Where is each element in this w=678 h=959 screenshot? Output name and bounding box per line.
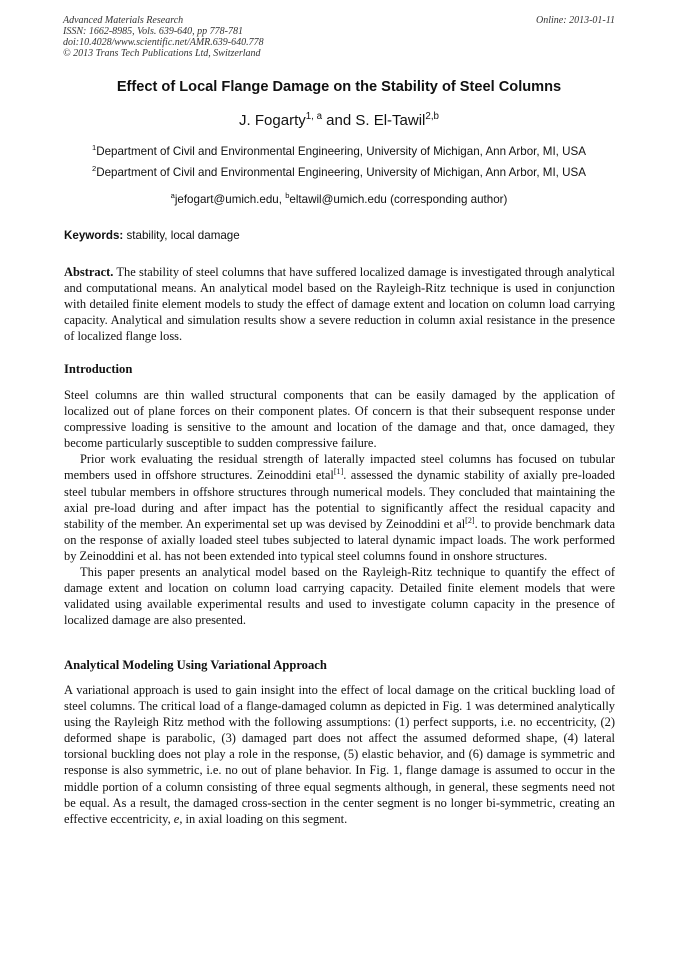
affiliation-1-text: Department of Civil and Environmental Engineering, University of Michigan, Ann Arbor, MI, USA [96, 145, 586, 158]
analytical-paragraph-1 [64, 682, 615, 827]
affiliation-2-text: Department of Civil and Environmental Engineering, University of Michigan, Ann Arbor, MI, USA [96, 166, 586, 179]
affiliation-2 [0, 166, 678, 179]
abstract-text: The stability of steel columns that have suffered localized damage is investigated through analytical and computational means. An analytical model based on the Rayleigh-Ritz technique is used in conjunction with detailed finite element models to study the effect of damage extent and location on column load carrying capacity. Analytical and simulation results show a severe reduction in column axial resistance in the presence of localized flange loss. [64, 265, 615, 344]
intro-p2-part-a: Prior work evaluating the residual strength of laterally impacted steel columns has focused on tubular members used in offshore structures. Zeinoddini etal [64, 452, 615, 483]
keywords-label: Keywords: [64, 229, 124, 242]
intro-paragraph-3: This paper presents an analytical model based on the Rayleigh-Ritz technique to quantify the effect of damage extent and location on column load carrying capacity. Detailed finite element models that were validated using available experimental results and used to investigate column capacity in the presence of localized damage are also presented. [64, 565, 615, 628]
author-1: J. Fogarty [239, 112, 306, 129]
journal-name: Advanced Materials Research [63, 15, 184, 26]
online-date: Online: 2013-01-11 [536, 15, 615, 26]
author-2: S. El-Tawil [355, 112, 426, 129]
email-line [0, 193, 678, 206]
affiliation-2-number: 2 [92, 164, 97, 174]
journal-doi: doi:10.4028/www.scientific.net/AMR.639-640.778 [63, 37, 264, 48]
citation-2[interactable]: [2] [465, 515, 475, 525]
affiliation-1-number: 1 [92, 143, 97, 153]
journal-header [63, 15, 615, 59]
author-conjunction: and [322, 112, 356, 129]
analytical-p1-part-b: , in axial loading on this segment. [179, 811, 348, 826]
intro-p2-part-c: . to provide benchmark data on the response of axially loaded steel tubes subjected to lateral dynamic impact loads. The work performed by Zeinoddini et al. has not been extended into typical steel columns found in onshore structures. [64, 516, 615, 563]
email-a-marker: a [170, 191, 175, 201]
email-b[interactable]: eltawil@umich.edu (corresponding author) [289, 193, 508, 206]
analytical-p1-part-a: A variational approach is used to gain insight into the effect of local damage on the critical buckling load of steel columns. The critical load of a flange-damaged column as depicted in Fig. 1 was determined analytically using the Rayleigh Ritz method with the following assumptions: (1) perfect supports, i.e. no eccentricity, (2) deformed shape is parabolic, (3) damaged part does not affect the assumed deformed shape, (4) lateral torsional buckling does not play a role in the response, (5) elastic behavior, and (6) damage is symmetric and response is also symmetric, i.e. no out of plane behavior. In Fig. 1, flange damage is assumed to occur in the middle portion of a column consisting of three equal segments although, in general, these segments need not be equal. As a result, the damaged cross-section in the center segment is no longer bi-symmetric, creating an effective eccentricity, [64, 683, 615, 826]
author-line [0, 112, 678, 129]
author-2-affil: 2,b [425, 111, 439, 122]
affiliation-1 [0, 145, 678, 158]
intro-p2-part-b: . assessed the dynamic stability of axially pre-loaded steel tubular members in offshore structures through numerical models. They concluded that maintaining the axial pre-load during and after impact has the potential to significantly affect the residual capacity and stability of the member. An experimental set up was devised by Zeinoddini et al [64, 468, 615, 531]
analytical-heading: Analytical Modeling Using Variational Approach [64, 658, 327, 672]
intro-paragraph-1: Steel columns are thin walled structural components that can be easily damaged by the application of localized out of plane forces on their component plates. Of concern is that their subsequent response under compressive loading is sensitive to the amount and location of the damage and that, once damaged, they become particularly susceptible to sudden compressive failure. [64, 388, 615, 451]
analytical-body [64, 682, 615, 827]
keywords [64, 229, 240, 242]
eccentricity-symbol: e [173, 811, 180, 826]
citation-1[interactable]: [1] [333, 467, 344, 477]
abstract [64, 264, 615, 344]
paper-title: Effect of Local Flange Damage on the Stability of Steel Columns [116, 79, 562, 95]
introduction-body [64, 387, 615, 628]
introduction-heading: Introduction [64, 362, 133, 376]
intro-paragraph-2 [64, 451, 615, 564]
keywords-text: stability, local damage [123, 229, 240, 242]
author-1-affil: 1, a [305, 111, 322, 122]
abstract-label: Abstract. [64, 265, 114, 279]
journal-copyright: © 2013 Trans Tech Publications Ltd, Switzerland [63, 48, 261, 59]
email-a[interactable]: jefogart@umich.edu, [174, 193, 286, 206]
journal-issn: ISSN: 1662-8985, Vols. 639-640, pp 778-781 [63, 26, 243, 37]
email-b-marker: b [285, 191, 290, 201]
